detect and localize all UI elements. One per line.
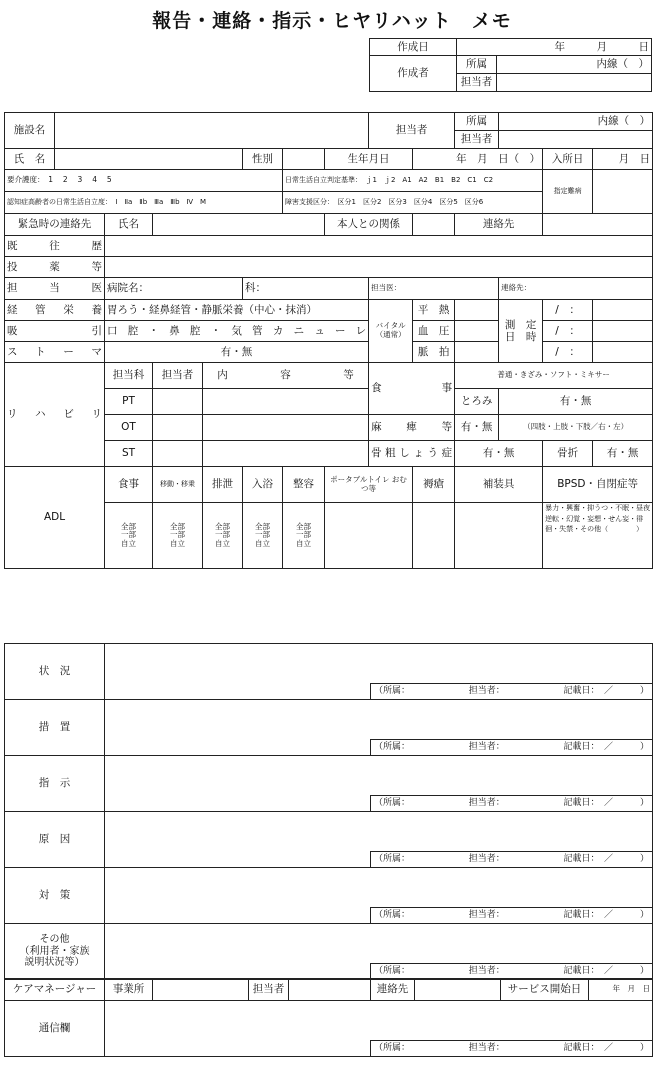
cause-record[interactable]: （所属： 担当者： 記載日： ／ ） bbox=[371, 852, 653, 868]
other-record[interactable]: （所属： 担当者： 記載日： ／ ） bbox=[371, 964, 653, 980]
ot-content[interactable] bbox=[203, 415, 369, 441]
adl-move-levels[interactable]: 全部 一部 自立 bbox=[153, 503, 203, 569]
adl-col-bedsore: 褥瘡 bbox=[413, 467, 455, 503]
facility-person-value[interactable] bbox=[499, 131, 653, 149]
paralysis-detail[interactable]: （四肢・上肢・下肢／右・左） bbox=[499, 415, 653, 441]
rehab-dept-label: 担当科 bbox=[105, 363, 153, 389]
cause-label: 原 因 bbox=[5, 812, 105, 868]
st-label: ST bbox=[105, 441, 153, 467]
facility-affiliation-label: 所属 bbox=[455, 113, 499, 131]
page-title: 報告・連絡・指示・ヒヤリハット メモ bbox=[152, 10, 512, 32]
fever-value[interactable] bbox=[455, 300, 499, 321]
care-manager-label: ケアマネージャー bbox=[5, 979, 105, 1001]
countermeasure-label: 対 策 bbox=[5, 868, 105, 924]
instruction-record[interactable]: （所属： 担当者： 記載日： ／ ） bbox=[371, 796, 653, 812]
fever-time[interactable]: / ： bbox=[543, 300, 593, 321]
intractable-value[interactable] bbox=[593, 170, 653, 214]
facility-extension[interactable]: 内線（ ） bbox=[499, 113, 653, 131]
adl-col-bpsd: BPSD・自閉症等 bbox=[543, 467, 653, 503]
status-record[interactable]: （所属： 担当者： 記載日： ／ ） bbox=[371, 684, 653, 700]
fever-label: 平 熱 bbox=[413, 300, 455, 321]
medication-label: 投 薬 等 bbox=[5, 257, 105, 278]
paralysis-options[interactable]: 有・無 bbox=[455, 415, 499, 441]
rehab-label: リ ハ ビ リ bbox=[5, 363, 105, 467]
adl-label: ADL bbox=[5, 467, 105, 569]
vital-label: バイタル（通常） bbox=[369, 300, 413, 363]
fracture-options[interactable]: 有・無 bbox=[593, 441, 653, 467]
meal-label: 食 事 bbox=[369, 363, 455, 415]
communication-record[interactable]: （所属： 担当者： 記載日： ／ ） bbox=[371, 1041, 653, 1057]
countermeasure-record[interactable]: （所属： 担当者： 記載日： ／ ） bbox=[371, 908, 653, 924]
status-value[interactable] bbox=[105, 644, 653, 684]
cm-contact-label: 連絡先 bbox=[371, 979, 415, 1001]
tube-feeding-options[interactable]: 胃ろう・経鼻経管・静脈栄養（中心・抹消） bbox=[105, 300, 369, 321]
cause-value[interactable] bbox=[105, 812, 653, 852]
rehab-content-label: 内 容 等 bbox=[203, 363, 369, 389]
cm-staff-label: 担当者 bbox=[249, 979, 289, 1001]
pulse-value[interactable] bbox=[455, 342, 499, 363]
disability-level[interactable]: 障害支援区分： 区分1 区分2 区分3 区分4 区分5 区分6 bbox=[283, 192, 543, 214]
adl-portable-toilet-value[interactable] bbox=[325, 503, 413, 569]
emergency-name-value[interactable] bbox=[153, 214, 325, 236]
bp-value[interactable] bbox=[455, 321, 499, 342]
emergency-name-label: 氏名 bbox=[105, 214, 153, 236]
adl-excretion-levels[interactable]: 全部 一部 自立 bbox=[203, 503, 243, 569]
sex-label: 性別 bbox=[243, 149, 283, 170]
countermeasure-value[interactable] bbox=[105, 868, 653, 908]
admission-label: 入所日 bbox=[543, 149, 593, 170]
paralysis-label: 麻 痺 等 bbox=[369, 415, 455, 441]
facility-person-label: 担当者 bbox=[455, 131, 499, 149]
status-label: 状 況 bbox=[5, 644, 105, 700]
cm-staff-value[interactable] bbox=[289, 979, 371, 1001]
suction-label: 吸 引 bbox=[5, 321, 105, 342]
creator-label: 作成者 bbox=[370, 56, 457, 92]
office-label: 事業所 bbox=[105, 979, 153, 1001]
tube-feeding-label: 経 管 栄 養 bbox=[5, 300, 105, 321]
notes-table bbox=[4, 643, 653, 980]
office-value[interactable] bbox=[153, 979, 249, 1001]
birth-label: 生年月日 bbox=[325, 149, 413, 170]
creation-table bbox=[369, 38, 652, 92]
doctor-label: 担 当 医 bbox=[5, 278, 105, 300]
measure-taken-label: 措 置 bbox=[5, 700, 105, 756]
measure-taken-value[interactable] bbox=[105, 700, 653, 740]
thick-options[interactable]: 有・無 bbox=[499, 389, 653, 415]
st-staff[interactable] bbox=[153, 441, 203, 467]
patient-name-value[interactable] bbox=[55, 149, 243, 170]
creator-staff-value[interactable] bbox=[497, 74, 652, 92]
fracture-label: 骨折 bbox=[543, 441, 593, 467]
admission-value[interactable]: 月 日 bbox=[593, 149, 653, 170]
adl-bedsore-value[interactable] bbox=[413, 503, 455, 569]
instruction-label: 指 示 bbox=[5, 756, 105, 812]
adl-bath-levels[interactable]: 全部 一部 自立 bbox=[243, 503, 283, 569]
adl-col-grooming: 整容 bbox=[283, 467, 325, 503]
communication-value[interactable] bbox=[105, 1001, 653, 1041]
adl-meal-levels[interactable]: 全部 一部 自立 bbox=[105, 503, 153, 569]
bp-label: 血 圧 bbox=[413, 321, 455, 342]
adl-col-orthosis: 補装具 bbox=[455, 467, 543, 503]
stoma-options[interactable]: 有・無 bbox=[105, 342, 369, 363]
suction-options[interactable]: 口腔・鼻腔・気管カニューレ bbox=[105, 321, 369, 342]
measure-record[interactable]: （所属： 担当者： 記載日： ／ ） bbox=[371, 740, 653, 756]
emergency-label: 緊急時の連絡先 bbox=[5, 214, 105, 236]
measure-label: 測 定 日 時 bbox=[499, 300, 543, 363]
pt-staff[interactable] bbox=[153, 389, 203, 415]
instruction-value[interactable] bbox=[105, 756, 653, 796]
creator-affiliation-label: 所属 bbox=[457, 56, 497, 74]
doctor-contact-label[interactable]: 連絡先： bbox=[499, 278, 653, 300]
ot-label: OT bbox=[105, 415, 153, 441]
dementia-level[interactable]: 認知症高齢者の日常生活自立度： Ⅰ Ⅱa Ⅱb Ⅲa Ⅲb Ⅳ M bbox=[5, 192, 283, 214]
service-start-label: サービス開始日 bbox=[501, 979, 589, 1001]
relation-value[interactable] bbox=[413, 214, 455, 236]
adl-col-move: 移動・移乗 bbox=[153, 467, 203, 503]
medication-value[interactable] bbox=[105, 257, 653, 278]
thick-label: とろみ bbox=[455, 389, 499, 415]
created-date-label: 作成日 bbox=[370, 39, 457, 56]
adl-col-excretion: 排泄 bbox=[203, 467, 243, 503]
bp-time[interactable]: / ： bbox=[543, 321, 593, 342]
created-date-value[interactable]: 年 月 日 bbox=[457, 39, 652, 56]
communication-table bbox=[4, 1000, 653, 1057]
emergency-contact-value[interactable] bbox=[543, 214, 653, 236]
other-value[interactable] bbox=[105, 924, 653, 964]
stoma-label: ス ト ー マ bbox=[5, 342, 105, 363]
adl-col-bath: 入浴 bbox=[243, 467, 283, 503]
patient-name-label: 氏 名 bbox=[5, 149, 55, 170]
rehab-staff-label: 担当者 bbox=[153, 363, 203, 389]
doctor-name-label[interactable]: 担当医： bbox=[369, 278, 499, 300]
pt-label: PT bbox=[105, 389, 153, 415]
pulse-time[interactable]: / ： bbox=[543, 342, 593, 363]
service-start-value[interactable]: 年 月 日 bbox=[589, 979, 653, 1001]
relation-label: 本人との関係 bbox=[325, 214, 413, 236]
creator-extension[interactable]: 内線（ ） bbox=[497, 56, 652, 74]
history-value[interactable] bbox=[105, 236, 653, 257]
sex-value[interactable] bbox=[283, 149, 325, 170]
life-level[interactable]: 日常生活自立判定基準： ｊ1 ｊ2 A1 A2 B1 B2 C1 C2 bbox=[283, 170, 543, 192]
facility-name-label: 施設名 bbox=[5, 113, 55, 149]
cm-contact-value[interactable] bbox=[415, 979, 501, 1001]
care-level[interactable]: 要介護度： 1 2 3 4 5 bbox=[5, 170, 283, 192]
facility-staff-label: 担当者 bbox=[369, 113, 455, 149]
st-content[interactable] bbox=[203, 441, 369, 467]
pt-content[interactable] bbox=[203, 389, 369, 415]
adl-col-portable-toilet: ポータブルトイレ おむつ等 bbox=[325, 467, 413, 503]
bpsd-options[interactable]: 暴力・興奮・抑うつ・不眠・昼夜逆転・幻覚・妄想・せん妄・徘徊・失禁・その他（ ） bbox=[543, 503, 653, 569]
emergency-contact-label: 連絡先 bbox=[455, 214, 543, 236]
hospital-label[interactable]: 病院名： bbox=[105, 278, 243, 300]
adl-grooming-levels[interactable]: 全部 一部 自立 bbox=[283, 503, 325, 569]
osteo-label: 骨粗しょう症 bbox=[369, 441, 455, 467]
main-form bbox=[4, 112, 653, 569]
facility-name-value[interactable] bbox=[55, 113, 369, 149]
intractable-label: 指定難病 bbox=[543, 170, 593, 214]
other-label: その他 （利用者・家族 説明状況等） bbox=[5, 924, 105, 980]
adl-orthosis-value[interactable] bbox=[455, 503, 543, 569]
meal-options[interactable]: 普通・きざみ・ソフト・ミキサー bbox=[455, 363, 653, 389]
history-label: 既 往 歴 bbox=[5, 236, 105, 257]
creator-staff-label: 担当者 bbox=[457, 74, 497, 92]
ot-staff[interactable] bbox=[153, 415, 203, 441]
pulse-label: 脈 拍 bbox=[413, 342, 455, 363]
birth-value[interactable]: 年 月 日（ ） bbox=[413, 149, 543, 170]
dept-label[interactable]: 科： bbox=[243, 278, 369, 300]
care-manager-table bbox=[4, 978, 653, 1001]
communication-label: 通信欄 bbox=[5, 1001, 105, 1057]
adl-col-meal: 食事 bbox=[105, 467, 153, 503]
osteo-options[interactable]: 有・無 bbox=[455, 441, 543, 467]
